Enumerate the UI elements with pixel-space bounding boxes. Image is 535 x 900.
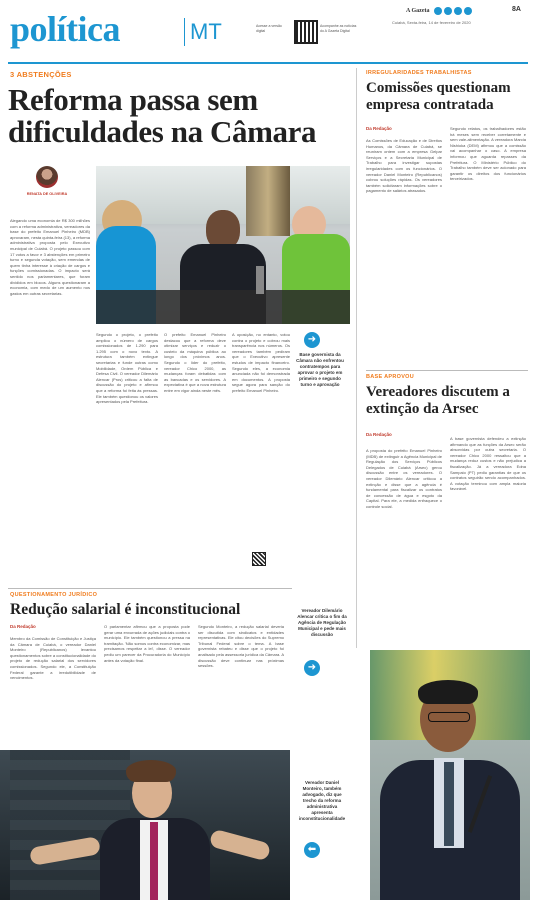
social-icons[interactable] bbox=[432, 7, 512, 17]
main-headline bbox=[8, 84, 348, 148]
salary-kicker: QUESTIONAMENTO JURÍDICO bbox=[10, 592, 98, 598]
facebook-icon[interactable] bbox=[434, 7, 442, 15]
main-col3: O prefeito Emanuel Pinheiro destacou que a reforma deve otimizar serviços e reduzir o custeio da máquina pública ao longo dos próximos anos. Segundo o líder do prefeito, vereador Chico 2000, as mudanças foram debatidas com as bancadas e os servidores. A expectativa é que a nova estrutura entre em vigor ainda neste mês. bbox=[164, 332, 226, 393]
middle-bottom-arrow[interactable] bbox=[304, 842, 320, 858]
sidebar-rule bbox=[366, 370, 528, 371]
sidebar-col1: As Comissões de Educação e de Direitos Humanos, da Câmara de Cuiabá, se reuniram ontem com a empresa Gelpar Serviços e a Secretaria Municipal de Trabalho para investigar supostas irregularidades com os funcionários. O vereador Daniel Monteiro (Republicanos) cobrou soluções rápidas. Os vereadores também solicitaram informações sobre o pagamento de salários atrasados. bbox=[366, 138, 442, 194]
salary-rule bbox=[8, 588, 292, 589]
section-title: política bbox=[10, 9, 120, 49]
sidebar-headline: Comissões questionam empresa contratada bbox=[366, 80, 511, 113]
arsec-col1: A proposta do prefeito Emanuel Pinheiro (MDB) de extinguir a Agência Municipal de Regulação dos Serviços Públicos Delegados de Cuiabá (Arsec) gerou discussão entre os vereadores. O vereador Dilemário Alencar criticou a extinção e disse que a agência é fundamental para fiscalizar os contratos de concessão de água e esgoto da Capital. Para ele, a medida enfraquece o controle social. bbox=[366, 448, 442, 509]
main-headline-line1: Reforma passa sem bbox=[8, 82, 258, 117]
arsec-headline: Vereadores discutem a extinção da Arsec bbox=[366, 384, 510, 417]
page-number: 8A bbox=[512, 6, 521, 13]
instagram-icon[interactable] bbox=[444, 7, 452, 15]
youtube-icon[interactable] bbox=[464, 7, 472, 15]
main-photo-caption: Base governista da Câmara não enfrentou contratempos para aprovar o projeto em primeiro e segundo turno e aprovação bbox=[296, 352, 344, 387]
author-name: RENATA DE OLIVEIRA bbox=[26, 192, 68, 196]
qr-label-right: Acompanhe as notícias do A Gazeta Digital bbox=[320, 24, 357, 33]
salary-col2: O parlamentar afirmou que a proposta pode gerar uma enxurrada de ações judiciais contra o município. Ele também questionou a pressa na tramitação. 'Não somos contra economizar, mas precisamos respeitar a lei', disse. O vereador pediu um parecer da Procuradoria do Município antes da votação final. bbox=[104, 624, 190, 663]
main-col1: Alegando uma economia de R$ 300 milhões com a reforma administrativa, vereadores da base do prefeito Emanuel Pinheiro (MDB) aprovaram, nesta quinta-feira (13), a reforma administrativa proposta pelo Executivo municipal de Cuiabá. O projeto passou com 17 votos a favor e 3 abstenções em primeiro turno e segunda votação, sem emendas de quem tinha interesse à criação de cargos e funções comissionadas. O impacto será sentido nos parlamentares, que foram divididos em blocos. Alguns questionaram a economia, com medo de um aumento nos gastos em outras secretarias. bbox=[10, 218, 90, 296]
arsec-photo bbox=[370, 650, 530, 900]
sidebar-byline: Da Redação bbox=[366, 126, 392, 131]
middle-bottom-caption: Vereador Daniel Monteiro, também advogado, diz que trecho da reforma administrativa apresenta inconstitucionalidade bbox=[298, 780, 346, 821]
arsec-col2: A base governista defendeu a extinção afirmando que as funções da Arsec serão absorvidas por outra secretaria. O vereador Chico 2000 ressaltou que a mudança reduz custos e não prejudica a fiscalização. Já a vereadora Edna Sampaio (PT) pediu garantias de que os contratos seguirão sendo acompanhados. A votação terminou com ampla maioria favorável. bbox=[450, 436, 526, 492]
arrow-right-icon[interactable]: ➜ bbox=[304, 660, 320, 676]
qr-code-icon[interactable] bbox=[294, 20, 318, 44]
header-rule bbox=[8, 62, 528, 64]
qr-label-left: Acesse a versão digital bbox=[256, 24, 282, 33]
arrow-left-icon[interactable]: ⬅ bbox=[304, 842, 320, 858]
main-photo bbox=[96, 166, 350, 324]
column-divider bbox=[356, 68, 357, 648]
main-kicker: 3 ABSTENÇÕES bbox=[10, 70, 72, 79]
salary-headline: Redução salarial é inconstitucional bbox=[10, 601, 241, 618]
main-qr-code-icon[interactable] bbox=[252, 552, 266, 566]
sidebar-kicker: IRREGULARIDADES TRABALHISTAS bbox=[366, 70, 472, 76]
middle-top-arrow[interactable] bbox=[304, 660, 320, 676]
twitter-icon[interactable] bbox=[454, 7, 462, 15]
salary-byline: Da Redação bbox=[10, 624, 36, 629]
middle-top-caption: Vereador Dilemário Alencar critica o fim da Agência de Regulação Municipal e pede mais discussão bbox=[297, 608, 347, 637]
salary-col3: Segundo Monteiro, a redução salarial deveria ser discutida com sindicatos e entidades representativas. Ele citou decisões do Supremo Tribunal Federal sobre o tema. A base governista rebateu e disse que o projeto foi analisado pela assessoria jurídica da Câmara. A discussão deve continuar nas próximas sessões. bbox=[198, 624, 284, 669]
arsec-byline: Da Redação bbox=[366, 432, 392, 437]
author-avatar bbox=[36, 166, 58, 188]
masthead bbox=[8, 6, 528, 62]
main-col2: Segundo o projeto, o prefeito ampliou o número de cargos comissionados de 1.290 para 1.295 com o novo texto. A estrutura também extingue secretarias e funde outras como Mobilidade, Ordem Pública e Defesa Civil. O vereador Dilemário Alencar (Pros) criticou a falta de discussão do projeto e afirmou que a reforma foi feita às pressas. Ele também questionou os valores apresentados pela Prefeitura. bbox=[96, 332, 158, 405]
region-label: MT bbox=[190, 19, 222, 44]
salary-col1: Membro da Comissão de Constituição e Justiça da Câmara de Cuiabá, o vereador Daniel Monteiro (Republicanos) levantou questionamentos sobre a constitucionalidade do projeto de redução salarial dos servidores comissionados. Segundo ele, a Constituição Federal garante a irredutibilidade de vencimentos. bbox=[10, 636, 96, 681]
main-col4: A oposição, no entanto, votou contra o projeto e cobrou mais transparência nos números. Os vereadores também pediram que o Executivo apresente estudos de impacto financeiro. Segundo eles, a economia anunciada não foi demonstrada em documentos. A proposta segue agora para sanção do prefeito Emanuel Pinheiro. bbox=[232, 332, 290, 393]
arrow-right-icon[interactable]: ➜ bbox=[304, 332, 320, 348]
arsec-kicker: BASE APROVOU bbox=[366, 374, 415, 380]
photo-caption-arrow[interactable] bbox=[304, 332, 320, 348]
brand-logo: A Gazeta bbox=[406, 8, 430, 14]
salary-photo bbox=[0, 750, 290, 900]
sidebar-col2: Segundo relatos, os trabalhadores estão há meses sem receber corretamente e sem vale-alimentação. A vereadora Marcia Nishioka (DEM) afirmou que a comissão vai acompanhar o caso. A empresa informou que aguarda repasses da Prefeitura. O Ministério Público do Trabalho também deve ser acionado para garantir os direitos dos funcionários terceirizados. bbox=[450, 126, 526, 182]
main-headline-line2: dificuldades na Câmara bbox=[8, 114, 317, 149]
edition-date: Cuiabá, Sexta-feira, 14 de fevereiro de 2020 bbox=[392, 20, 471, 25]
section-divider bbox=[184, 18, 185, 46]
